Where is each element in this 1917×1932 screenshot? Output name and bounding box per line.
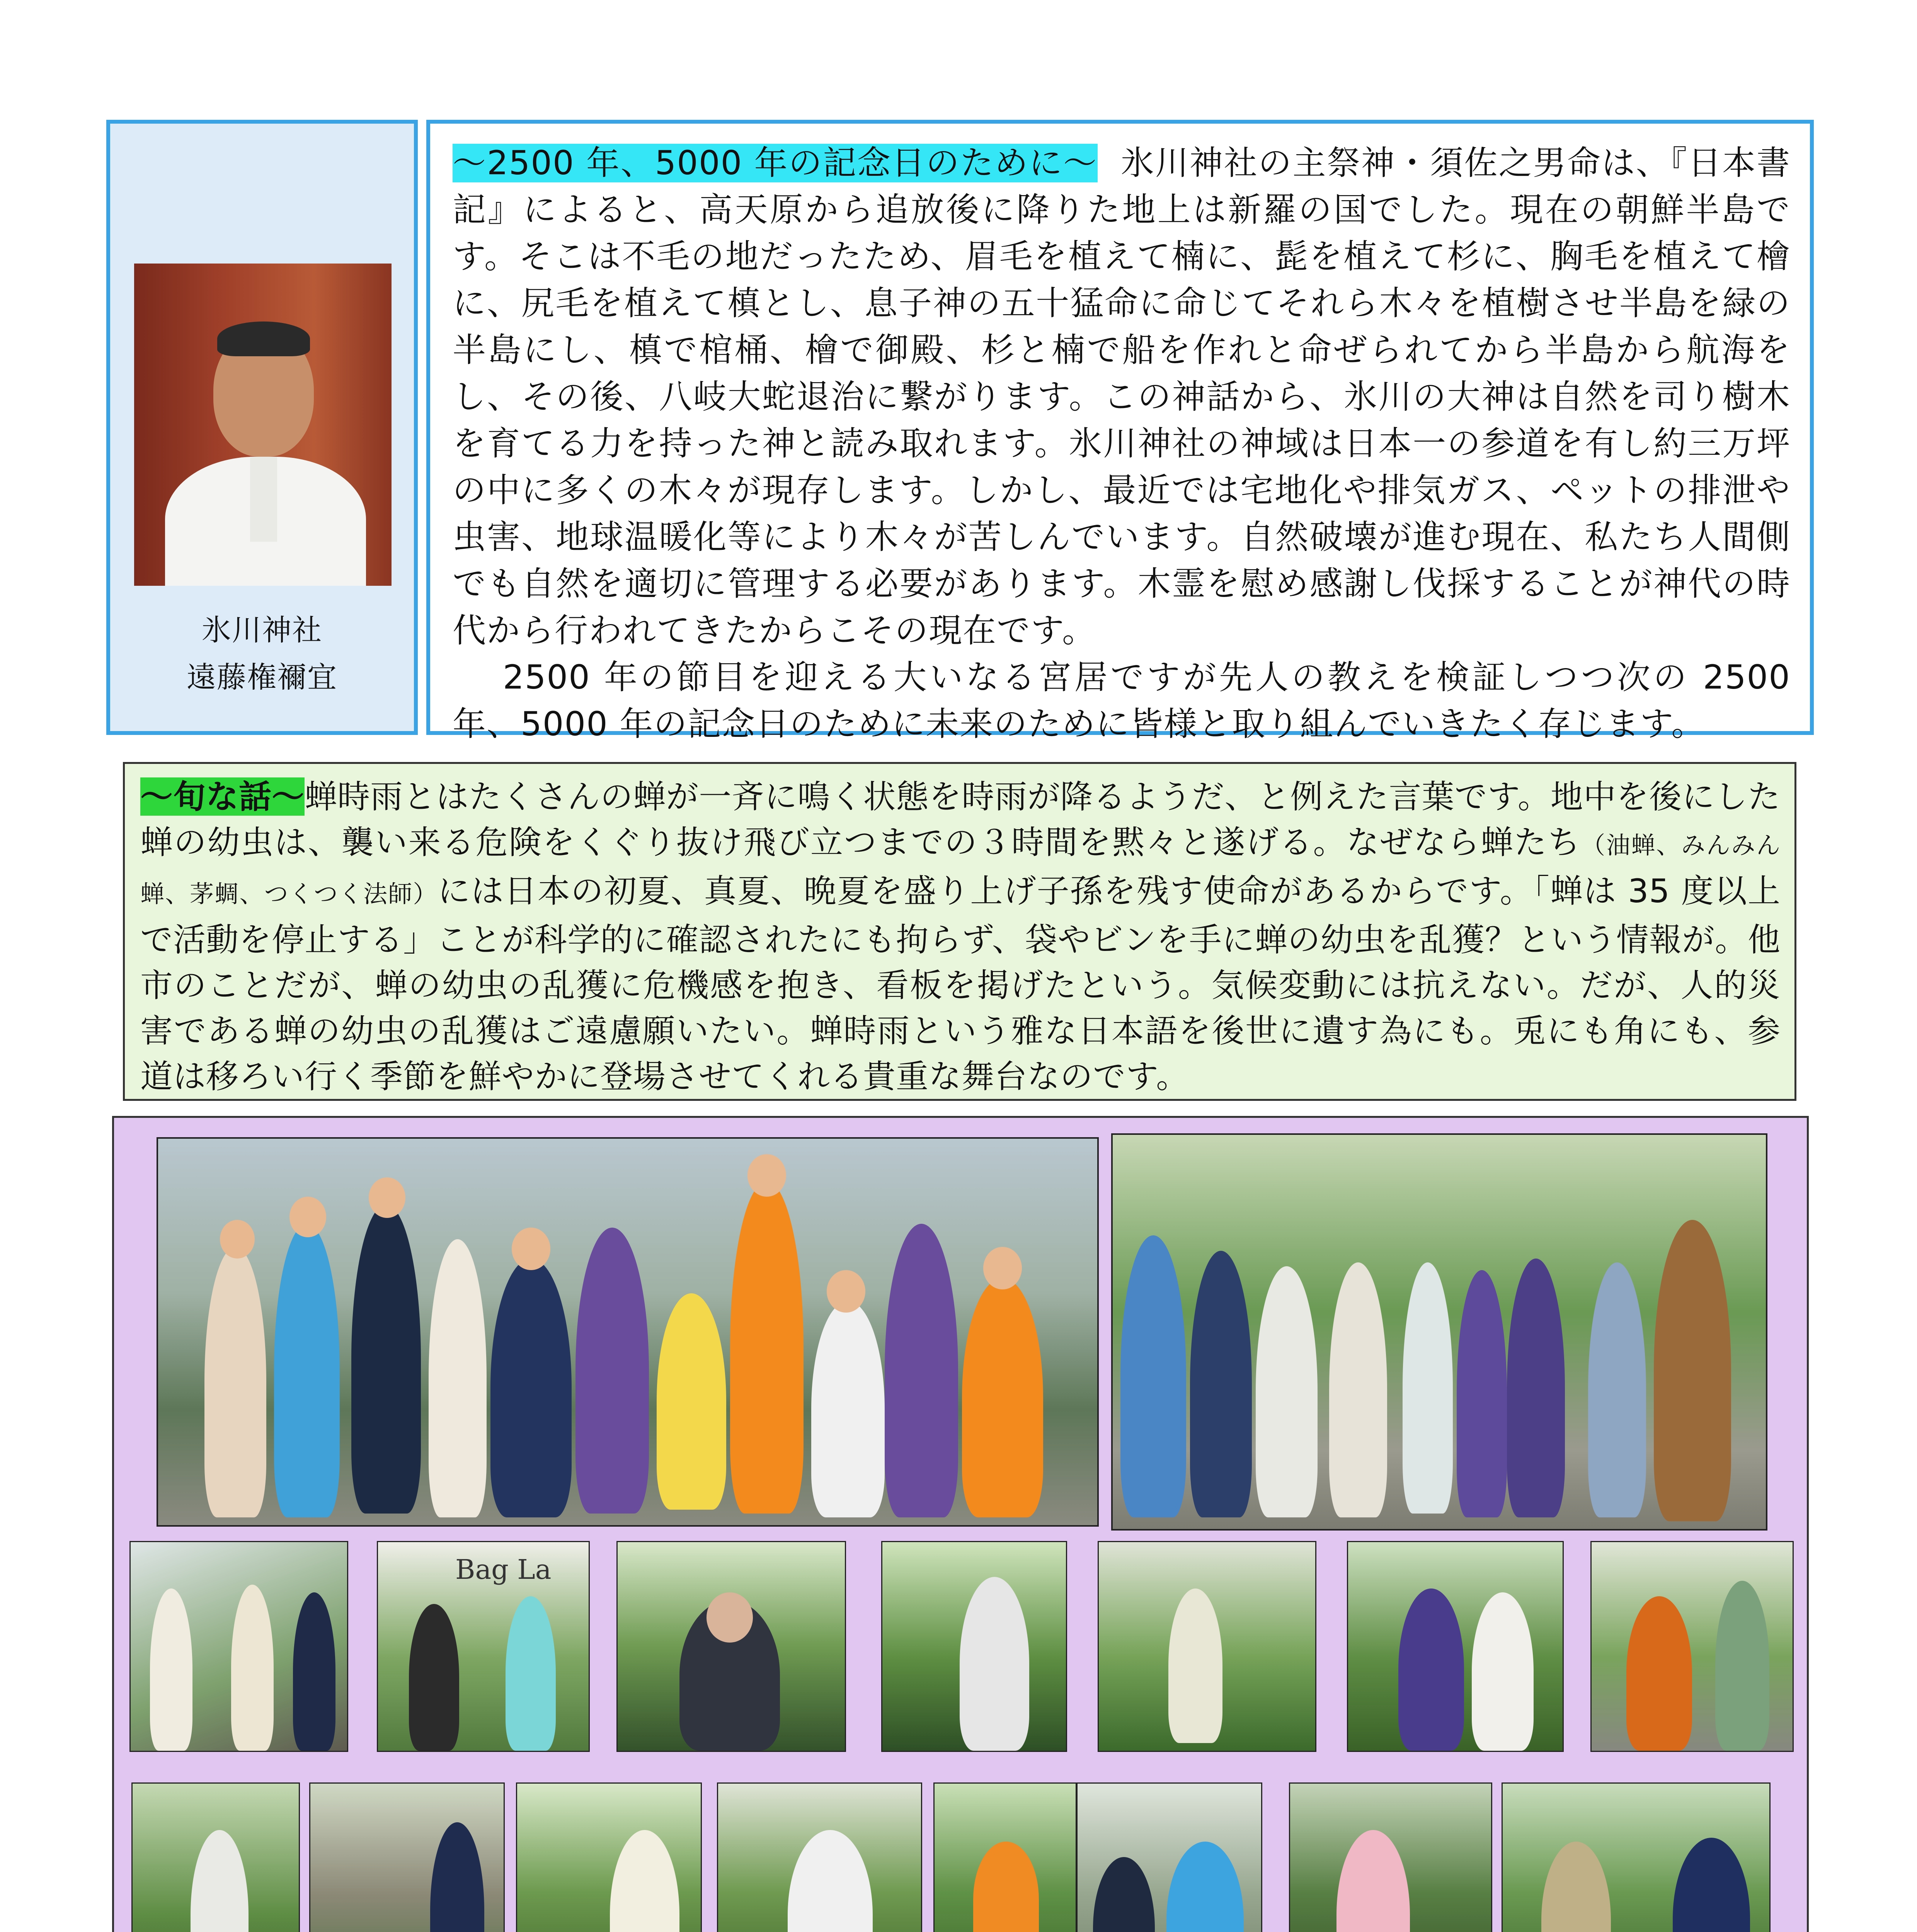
photo-r3-1 bbox=[131, 1782, 300, 1932]
photo-r2-1 bbox=[129, 1541, 348, 1752]
article-body-2: 2500 年の節目を迎える大いなる宮居ですが先人の教えを検証しつつ次の 2500 年、5000 年の記念日のために未来のために皆様と取り組んでいきたく存じます。 bbox=[453, 658, 1791, 743]
photo-r3-2 bbox=[309, 1782, 505, 1932]
photo-r2-3 bbox=[616, 1541, 846, 1752]
season-box bbox=[123, 762, 1796, 1101]
photo-r3-7 bbox=[1289, 1782, 1492, 1932]
photo-r2-5 bbox=[1098, 1541, 1316, 1752]
group-photo-1 bbox=[157, 1137, 1099, 1527]
photo-r3-3 bbox=[516, 1782, 702, 1932]
article-body bbox=[453, 140, 1791, 654]
sign-text: Bag La bbox=[455, 1554, 552, 1585]
season-text: 〜旬な話〜蝉時雨とはたくさんの蝉が一斉に鳴く状態を時雨が降るようだ、と例えた言葉です。地中を後にした蝉の幼虫は、襲い来る危険をくぐり抜け飛び立つまでの３時間を黙々と遂げる。なぜなら蝉たち（油蝉、みんみん蝉、茅蜩、つくつく法師）には日本の初夏、真夏、晩夏を盛り上げ子孫を残す使命があるからです。「蝉は 35 度以上で活動を停止する」ことが科学的に確認されたにも拘らず、袋やビンを手に蝉の幼虫を乱獲？という情報が。他市のことだが、蝉の幼虫の乱獲に危機感を抱き、看板を掲げたという。気候変動には抗えない。だが、人的災害である蝉の幼虫の乱獲はご遠慮願いたい。蝉時雨という雅な日本語を後世に遺す為にも。兎にも角にも、参道は移ろい行く季節を鮮やかに登場させてくれる貴重な舞台なのです。 bbox=[140, 777, 1781, 1095]
group-photo-2 bbox=[1111, 1133, 1767, 1531]
photo-collage bbox=[112, 1116, 1809, 1932]
photo-r3-4 bbox=[717, 1782, 922, 1932]
photo-r3-6 bbox=[1076, 1782, 1262, 1932]
priest-caption-name: 遠藤権禰宜 bbox=[187, 660, 337, 694]
photo-r2-7 bbox=[1590, 1541, 1794, 1752]
season-heading: 〜旬な話〜 bbox=[140, 777, 305, 816]
article-box bbox=[426, 120, 1814, 743]
priest-portrait bbox=[134, 264, 392, 586]
photo-r2-4 bbox=[881, 1541, 1067, 1752]
photo-r2-2 bbox=[377, 1541, 590, 1752]
season-small-text: （油蝉、みんみん蝉、茅蜩、つくつく法師） bbox=[140, 831, 1781, 908]
photo-r3-8 bbox=[1502, 1782, 1771, 1932]
article-body-text: 氷川神社の主祭神・須佐之男命は、『日本書記』によると、高天原から追放後に降りた地上は新羅の国でした。現在の朝鮮半島です。そこは不毛の地だったため、眉毛を植えて楠に、髭を植えて杉に、胸毛を植えて檜に、尻毛を植えて槙とし、息子神の五十猛命に命じてそれら木々を植樹させ半島を緑の半島にし、槙で棺桶、檜で御殿、杉と楠で船を作れと命ぜられてから半島から航海をし、その後、八岐大蛇退治に繋がります。この神話から、氷川の大神は自然を司り樹木を育てる力を持った神と読み取れます。氷川神社の神域は日本一の参道を有し約三万坪の中に多くの木々が現存します。しかし、最近では宅地化や排気ガス、ペットの排泄や虫害、地球温暖化等により木々が苦しんでいます。自然破壊が進む現在、私たち人間側でも自然を適切に管理する必要があります。木霊を慰め感謝し伐採することが神代の時代から行われてきたからこその現在です。 bbox=[453, 144, 1791, 650]
photo-r2-6 bbox=[1347, 1541, 1564, 1752]
photo-r3-5 bbox=[933, 1782, 1077, 1932]
article-heading: 〜2500 年、5000 年の記念日のために〜 bbox=[453, 144, 1098, 182]
priest-caption-shrine: 氷川神社 bbox=[202, 613, 322, 647]
priest-box bbox=[106, 120, 418, 735]
